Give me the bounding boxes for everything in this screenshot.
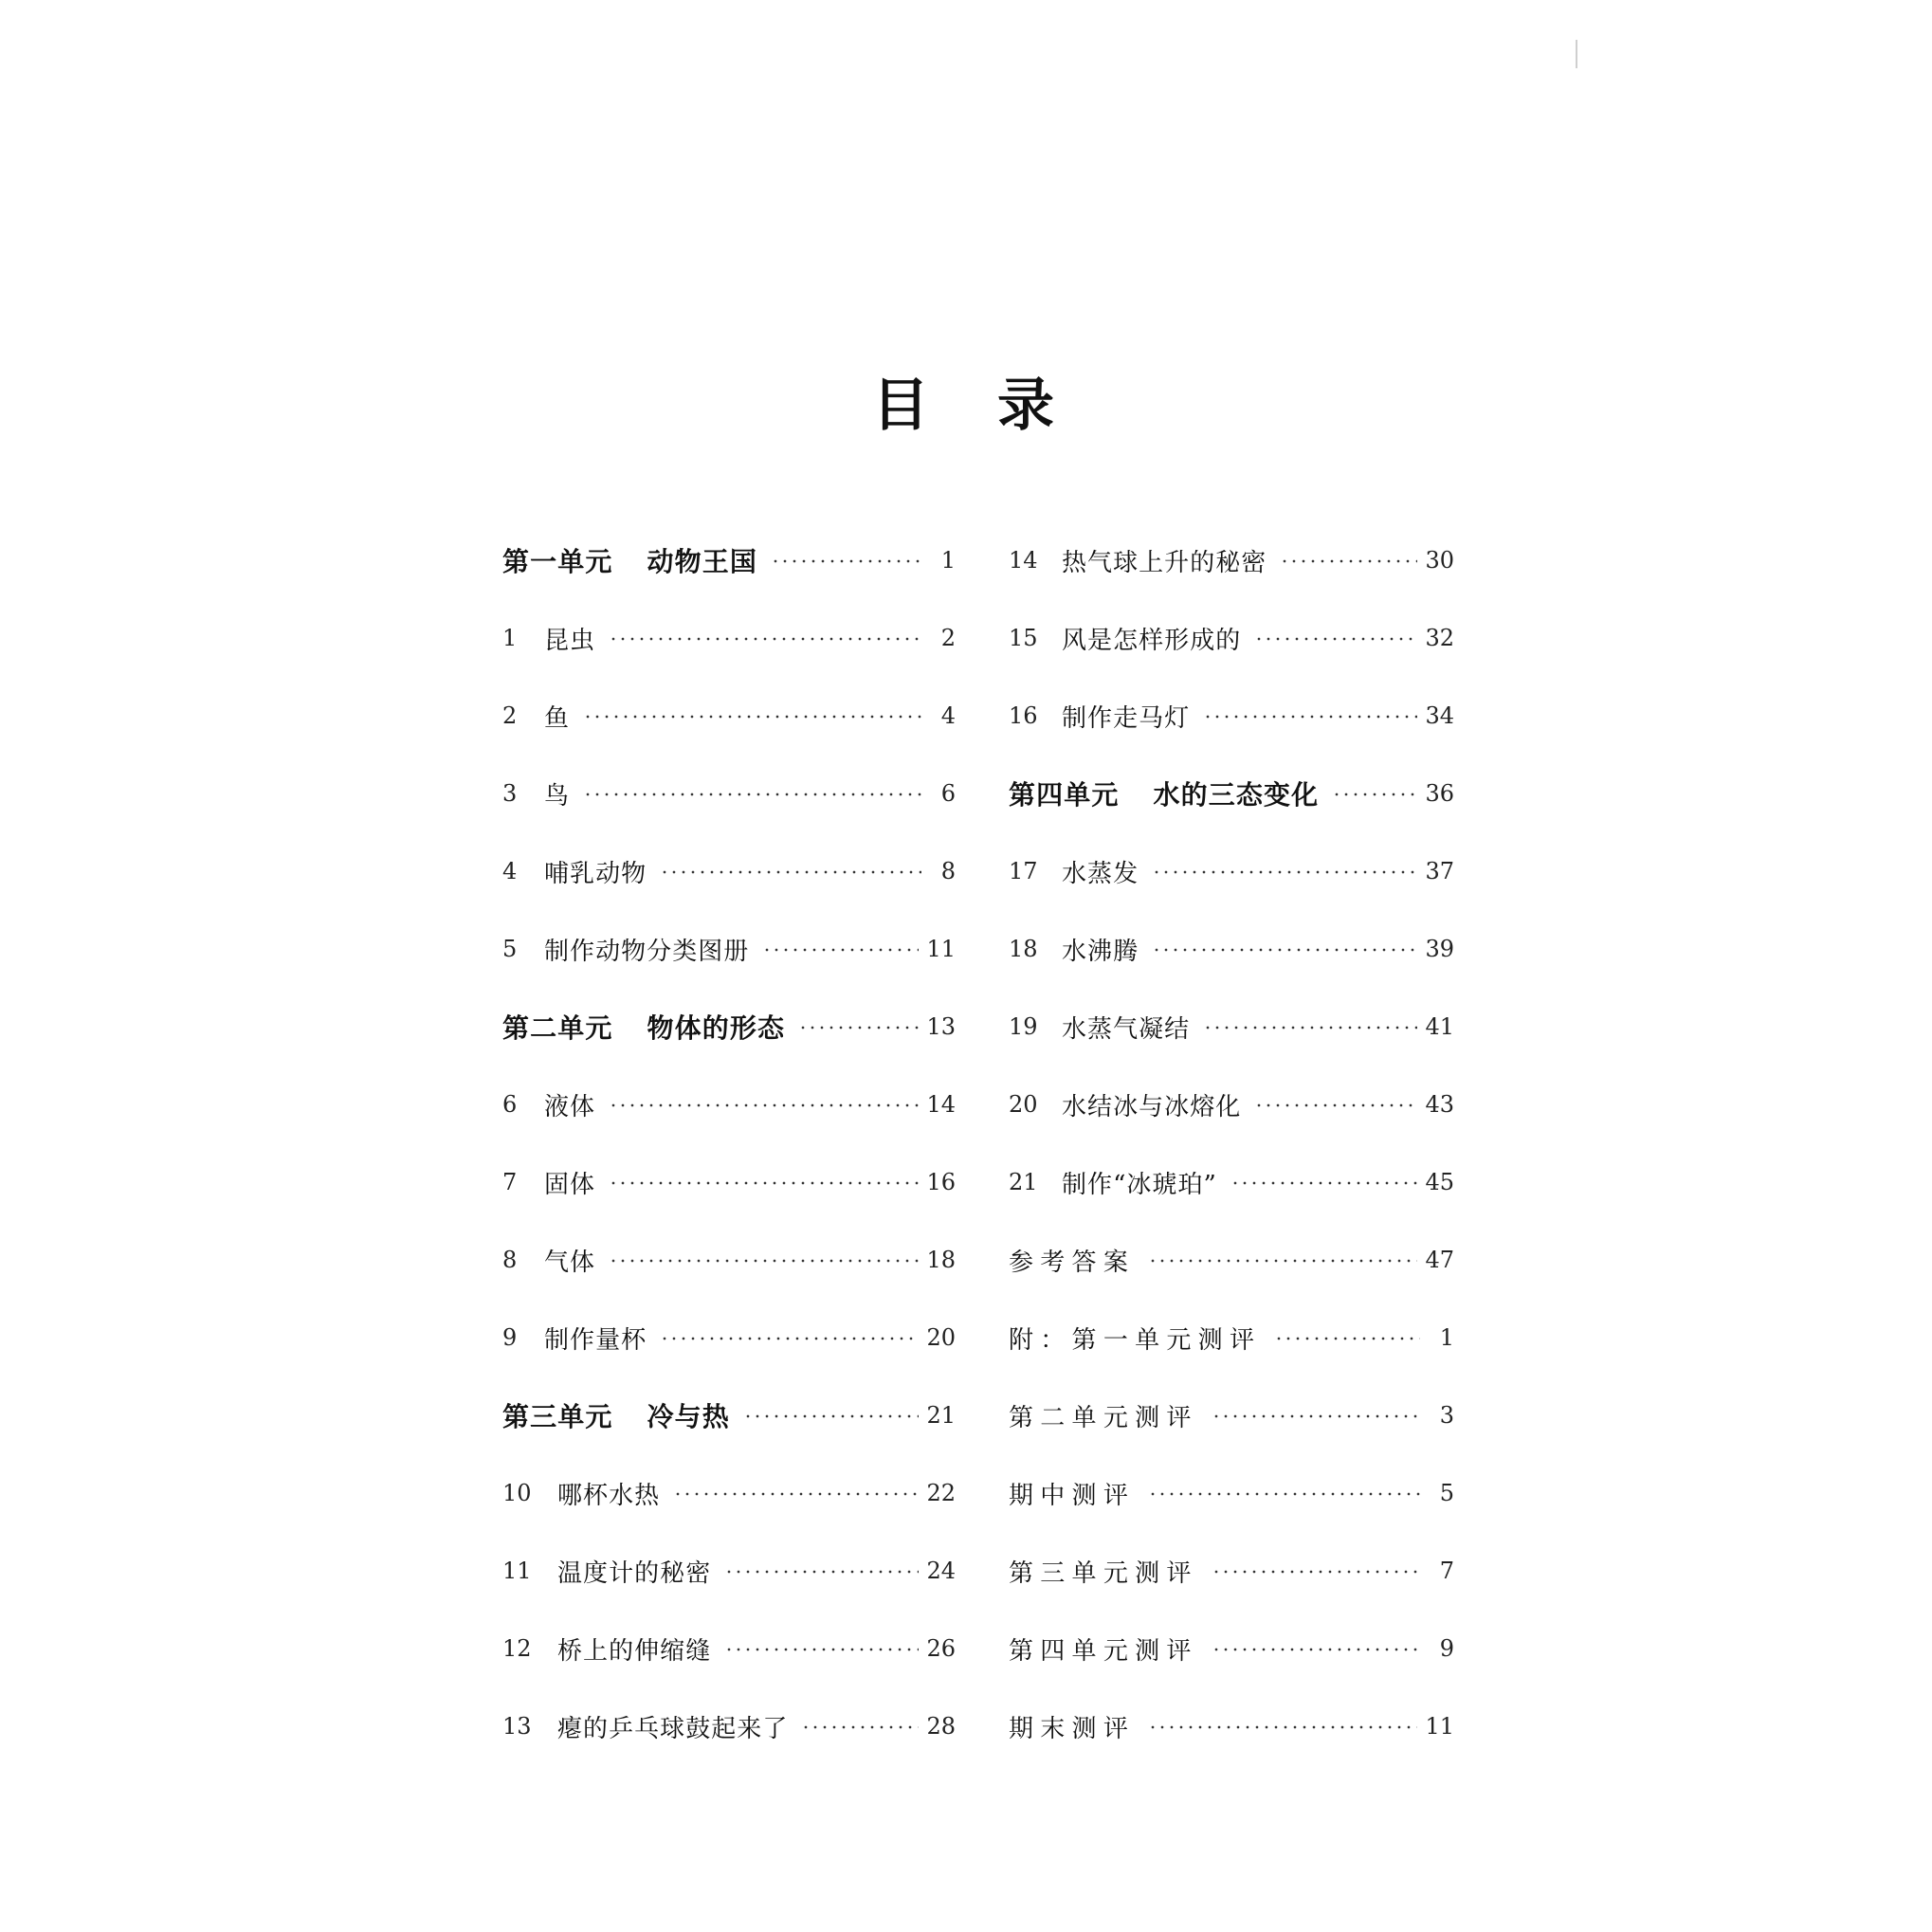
lesson-title: 风是怎样形成的 (1062, 626, 1242, 655)
lesson-number: 12 (502, 1635, 532, 1662)
toc-right-column (1009, 521, 1454, 1765)
toc-entry[interactable] (1009, 755, 1454, 832)
lesson-title: 桥上的伸缩缝 (557, 1636, 712, 1666)
scan-edge-mark (1576, 40, 1577, 68)
leader-dots (724, 1569, 919, 1575)
lesson-number: 7 (502, 1169, 518, 1195)
page-number: 26 (926, 1635, 956, 1662)
toc-entry[interactable] (1009, 521, 1454, 599)
page-number: 28 (926, 1713, 956, 1740)
toc-entry[interactable] (502, 1066, 956, 1143)
lesson-title: 哺乳动物 (544, 859, 647, 888)
page-number: 9 (1439, 1635, 1454, 1662)
page-number: 21 (926, 1402, 956, 1429)
page-number: 2 (940, 625, 956, 651)
lesson-number: 2 (502, 702, 518, 729)
page-number: 6 (940, 780, 956, 807)
page-number: 32 (1425, 625, 1454, 651)
lesson-number: 13 (502, 1713, 532, 1740)
lesson-title: 制作量杯 (544, 1325, 647, 1355)
page-title: 目 录 (872, 373, 1060, 439)
appendix-title: 附：第一单元测评 (1009, 1325, 1262, 1355)
toc-entry[interactable] (1009, 1687, 1454, 1765)
leader-dots (1212, 1647, 1420, 1652)
appendix-title: 第三单元测评 (1009, 1558, 1198, 1588)
page-number: 11 (926, 936, 956, 962)
unit-number: 第三单元 (502, 1401, 613, 1432)
leader-dots (798, 1025, 919, 1030)
page-number: 11 (1425, 1713, 1454, 1740)
toc-entry[interactable] (502, 755, 956, 832)
toc-entry[interactable] (1009, 1143, 1454, 1221)
toc-entry[interactable] (502, 1687, 956, 1765)
toc-entry[interactable] (1009, 1221, 1454, 1299)
page-number: 30 (1425, 547, 1454, 574)
leader-dots (1203, 714, 1417, 720)
unit-title (502, 1008, 785, 1046)
lesson-number: 14 (1009, 547, 1038, 574)
leader-dots (609, 1103, 919, 1108)
toc-entry[interactable] (1009, 599, 1454, 677)
leader-dots (762, 947, 919, 953)
toc-entry[interactable] (502, 521, 956, 599)
unit-name: 动物王国 (647, 546, 757, 577)
leader-dots (609, 1258, 919, 1264)
unit-number: 第一单元 (502, 546, 613, 577)
page-number: 45 (1425, 1169, 1454, 1195)
page-number: 13 (926, 1013, 956, 1040)
appendix-title: 期中测评 (1009, 1481, 1136, 1510)
toc-entry[interactable] (1009, 1532, 1454, 1610)
lesson-title: 水蒸发 (1062, 859, 1139, 888)
leader-dots (660, 1336, 919, 1341)
page-number: 3 (1439, 1402, 1454, 1429)
appendix-title: 期末测评 (1009, 1714, 1136, 1743)
page-number: 16 (926, 1169, 956, 1195)
lesson-number: 10 (502, 1480, 532, 1506)
lesson-title: 制作走马灯 (1062, 703, 1191, 733)
lesson-number: 9 (502, 1324, 518, 1351)
leader-dots (1212, 1413, 1420, 1419)
leader-dots (1148, 1724, 1417, 1730)
leader-dots (1274, 1336, 1420, 1341)
lesson-title: 水蒸气凝结 (1062, 1014, 1191, 1044)
toc-entry[interactable] (502, 1610, 956, 1687)
leader-dots (1148, 1258, 1417, 1264)
page-number: 1 (940, 547, 956, 574)
toc-entry[interactable] (1009, 1610, 1454, 1687)
unit-name: 水的三态变化 (1153, 779, 1320, 811)
unit-name: 物体的形态 (647, 1012, 786, 1044)
appendix-title: 第二单元测评 (1009, 1403, 1198, 1432)
page-number: 8 (940, 858, 956, 884)
lesson-title: 哪杯水热 (557, 1481, 661, 1510)
page-number: 22 (926, 1480, 956, 1506)
lesson-number: 6 (502, 1091, 518, 1118)
page-number: 18 (926, 1247, 956, 1273)
lesson-number: 19 (1009, 1013, 1038, 1040)
lesson-title: 温度计的秘密 (557, 1558, 712, 1588)
lesson-title: 制作“冰琥珀” (1062, 1170, 1217, 1199)
toc-entry[interactable] (1009, 1454, 1454, 1532)
lesson-number: 4 (502, 858, 518, 884)
leader-dots (771, 558, 921, 564)
lesson-number: 3 (502, 780, 518, 807)
toc-entry[interactable] (1009, 1376, 1454, 1454)
lesson-title: 气体 (544, 1248, 596, 1277)
leader-dots (1280, 558, 1417, 564)
page-number: 20 (926, 1324, 956, 1351)
page-number: 47 (1425, 1247, 1454, 1273)
page-number: 41 (1425, 1013, 1454, 1040)
leader-dots (609, 636, 921, 642)
page-number: 37 (1425, 858, 1454, 884)
page-number: 39 (1425, 936, 1454, 962)
page-number: 24 (926, 1558, 956, 1584)
leader-dots (1212, 1569, 1420, 1575)
lesson-number: 18 (1009, 936, 1038, 962)
page-number: 43 (1425, 1091, 1454, 1118)
lesson-number: 5 (502, 936, 518, 962)
lesson-title: 液体 (544, 1092, 596, 1121)
leader-dots (1148, 1491, 1420, 1497)
toc-entry[interactable] (502, 677, 956, 755)
leader-dots (609, 1180, 919, 1186)
unit-name: 冷与热 (647, 1401, 730, 1432)
toc-entry[interactable] (502, 1376, 956, 1454)
lesson-number: 15 (1009, 625, 1038, 651)
toc-entry[interactable] (1009, 832, 1454, 910)
lesson-title: 热气球上升的秘密 (1062, 548, 1267, 577)
leader-dots (583, 792, 921, 797)
toc-entry[interactable] (502, 1454, 956, 1532)
appendix-title: 参考答案 (1009, 1248, 1136, 1277)
page-number: 7 (1439, 1558, 1454, 1584)
leader-dots (583, 714, 921, 720)
lesson-number: 1 (502, 625, 518, 651)
lesson-number: 21 (1009, 1169, 1038, 1195)
lesson-title: 鸟 (544, 781, 571, 811)
page-number: 1 (1439, 1324, 1454, 1351)
unit-title (502, 1396, 730, 1434)
leader-dots (1152, 869, 1417, 875)
toc-left-column (502, 521, 956, 1765)
leader-dots (1254, 636, 1417, 642)
unit-number: 第二单元 (502, 1012, 613, 1044)
unit-number: 第四单元 (1009, 779, 1120, 811)
toc-entry[interactable] (502, 832, 956, 910)
toc-entry[interactable] (1009, 910, 1454, 988)
page-number: 5 (1439, 1480, 1454, 1506)
leader-dots (743, 1413, 920, 1419)
unit-title (1009, 775, 1319, 812)
toc-entry[interactable] (502, 1299, 956, 1376)
lesson-number: 16 (1009, 702, 1038, 729)
leader-dots (1152, 947, 1417, 953)
lesson-number: 11 (502, 1558, 532, 1584)
lesson-title: 瘪的乒乓球鼓起来了 (557, 1714, 789, 1743)
lesson-number: 8 (502, 1247, 518, 1273)
toc-entry[interactable] (502, 1532, 956, 1610)
lesson-title: 鱼 (544, 703, 571, 733)
lesson-title: 昆虫 (544, 626, 596, 655)
leader-dots (801, 1724, 919, 1730)
page-number: 14 (926, 1091, 956, 1118)
leader-dots (1230, 1180, 1418, 1186)
leader-dots (724, 1647, 919, 1652)
lesson-title: 制作动物分类图册 (544, 937, 750, 966)
page-number: 36 (1425, 780, 1454, 807)
page-number: 34 (1425, 702, 1454, 729)
leader-dots (673, 1491, 919, 1497)
leader-dots (660, 869, 921, 875)
lesson-number: 17 (1009, 858, 1038, 884)
leader-dots (1203, 1025, 1417, 1030)
toc-entry[interactable] (1009, 1066, 1454, 1143)
toc-entry[interactable] (502, 1143, 956, 1221)
leader-dots (1332, 792, 1417, 797)
toc-entry[interactable] (1009, 677, 1454, 755)
toc-entry[interactable] (502, 988, 956, 1066)
lesson-title: 固体 (544, 1170, 596, 1199)
leader-dots (1254, 1103, 1417, 1108)
toc-entry[interactable] (1009, 988, 1454, 1066)
toc-entry[interactable] (1009, 1299, 1454, 1376)
toc-entry[interactable] (502, 910, 956, 988)
lesson-title: 水结冰与冰熔化 (1062, 1092, 1242, 1121)
unit-title (502, 541, 757, 579)
appendix-title: 第四单元测评 (1009, 1636, 1198, 1666)
toc-entry[interactable] (502, 1221, 956, 1299)
lesson-number: 20 (1009, 1091, 1038, 1118)
toc-entry[interactable] (502, 599, 956, 677)
page-number: 4 (940, 702, 956, 729)
lesson-title: 水沸腾 (1062, 937, 1139, 966)
